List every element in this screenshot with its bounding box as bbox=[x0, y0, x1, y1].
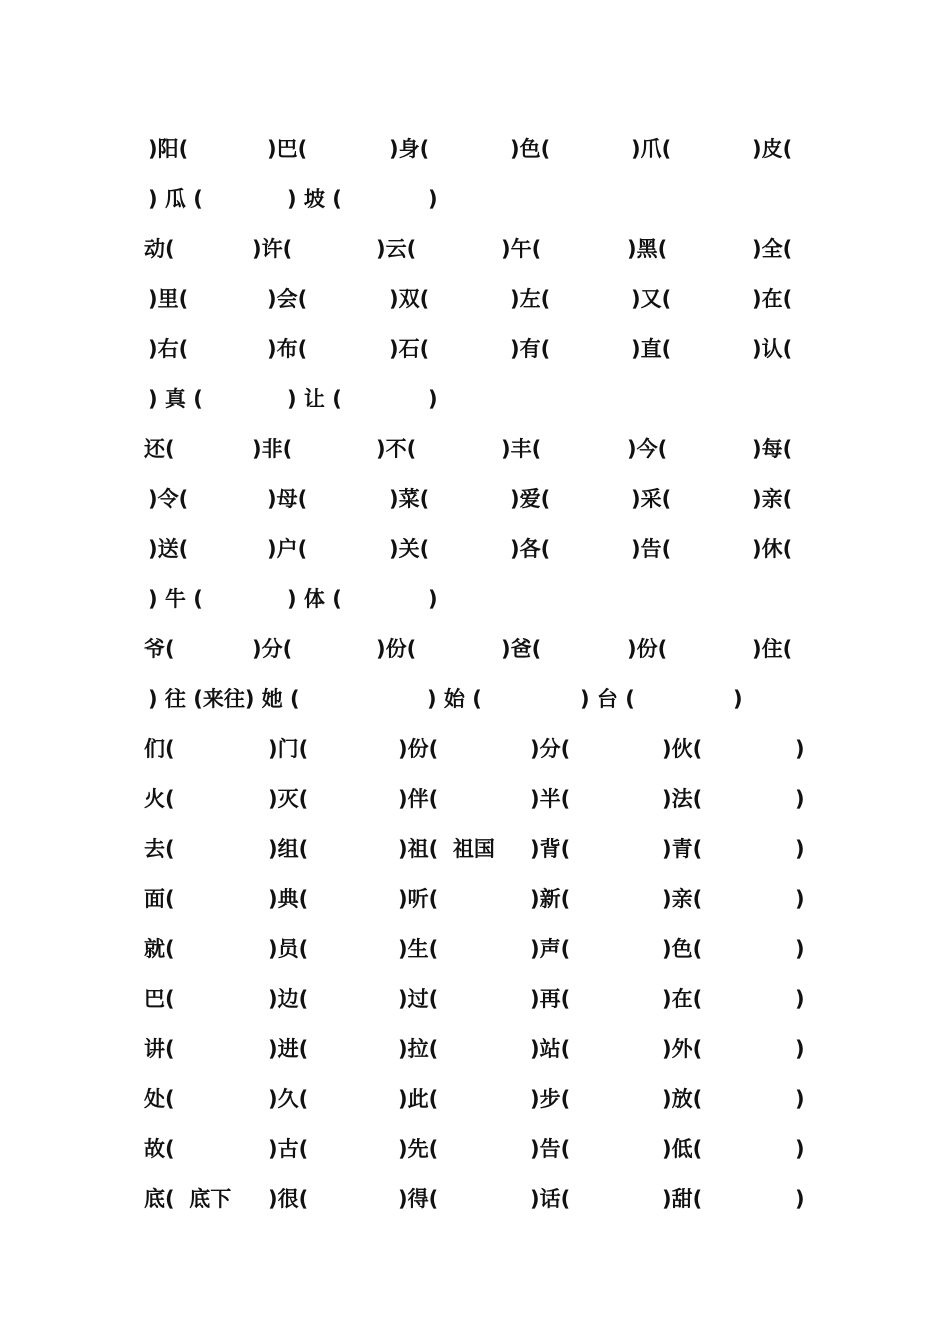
text-segment: )爪( bbox=[631, 137, 672, 161]
text-segment: )黑( bbox=[627, 237, 668, 261]
text-line bbox=[140, 783, 820, 815]
text-segment: )送( bbox=[148, 537, 189, 561]
text-segment: )双( bbox=[389, 287, 430, 311]
text-segment: )右( bbox=[148, 337, 189, 361]
text-segment: 底( 底下 bbox=[144, 1187, 232, 1211]
text-segment: )份( bbox=[376, 637, 417, 661]
text-segment: )亲( bbox=[752, 487, 793, 511]
text-segment: )拉( bbox=[398, 1037, 439, 1061]
text-segment: )左( bbox=[510, 287, 551, 311]
text-segment: )直( bbox=[631, 337, 672, 361]
text-segment: ) 始 ( bbox=[427, 687, 482, 711]
text-segment: )在( bbox=[752, 287, 793, 311]
text-segment: )过( bbox=[398, 987, 439, 1011]
text-line bbox=[140, 483, 820, 515]
text-segment: )边( bbox=[268, 987, 309, 1011]
text-segment: )半( bbox=[530, 787, 571, 811]
text-segment: )布( bbox=[267, 337, 308, 361]
text-segment: )巴( bbox=[267, 137, 308, 161]
text-segment: )休( bbox=[752, 537, 793, 561]
text-segment: )全( bbox=[752, 237, 793, 261]
text-segment: ) bbox=[795, 887, 805, 911]
text-segment: )认( bbox=[752, 337, 793, 361]
text-segment: ) bbox=[795, 1137, 805, 1161]
text-segment: )外( bbox=[662, 1037, 703, 1061]
text-segment: 们( bbox=[144, 737, 175, 761]
text-segment: )告( bbox=[530, 1137, 571, 1161]
text-segment: )组( bbox=[268, 837, 309, 861]
text-line bbox=[140, 533, 820, 565]
text-segment: )进( bbox=[268, 1037, 309, 1061]
text-segment: )声( bbox=[530, 937, 571, 961]
text-segment: 去( bbox=[144, 837, 175, 861]
text-segment: )石( bbox=[389, 337, 430, 361]
text-segment: )每( bbox=[752, 437, 793, 461]
text-segment: )放( bbox=[662, 1087, 703, 1111]
text-segment: )门( bbox=[268, 737, 309, 761]
text-line bbox=[140, 333, 820, 365]
text-segment: )伙( bbox=[662, 737, 703, 761]
text-segment: ) bbox=[795, 837, 805, 861]
text-segment: 处( bbox=[144, 1087, 175, 1111]
text-segment: )午( bbox=[501, 237, 542, 261]
text-segment: )里( bbox=[148, 287, 189, 311]
text-segment: )分( bbox=[530, 737, 571, 761]
text-segment: )背( bbox=[530, 837, 571, 861]
text-segment: )告( bbox=[631, 537, 672, 561]
text-segment: ) bbox=[795, 937, 805, 961]
text-line bbox=[140, 433, 820, 465]
text-segment: )新( bbox=[530, 887, 571, 911]
text-segment: )员( bbox=[268, 937, 309, 961]
text-segment: )先( bbox=[398, 1137, 439, 1161]
text-line bbox=[140, 583, 820, 615]
text-line bbox=[140, 383, 820, 415]
text-segment: 爷( bbox=[144, 637, 175, 661]
text-segment: )甜( bbox=[662, 1187, 703, 1211]
text-line bbox=[140, 1083, 820, 1115]
text-segment: )母( bbox=[267, 487, 308, 511]
text-line bbox=[140, 283, 820, 315]
text-segment: )生( bbox=[398, 937, 439, 961]
text-line bbox=[140, 183, 820, 215]
text-segment: )在( bbox=[662, 987, 703, 1011]
text-segment: )户( bbox=[267, 537, 308, 561]
text-segment: ) 坡 ( bbox=[287, 187, 342, 211]
text-segment: )亲( bbox=[662, 887, 703, 911]
text-segment: )听( bbox=[398, 887, 439, 911]
text-segment: ) bbox=[795, 1087, 805, 1111]
text-segment: 动( bbox=[144, 237, 175, 261]
text-segment: )今( bbox=[627, 437, 668, 461]
text-segment: ) 牛 ( bbox=[148, 587, 203, 611]
text-segment: )关( bbox=[389, 537, 430, 561]
text-line bbox=[140, 133, 820, 165]
text-segment: )典( bbox=[268, 887, 309, 911]
text-segment: )有( bbox=[510, 337, 551, 361]
text-segment: ) bbox=[428, 187, 438, 211]
text-segment: )站( bbox=[530, 1037, 571, 1061]
text-segment: 巴( bbox=[144, 987, 175, 1011]
text-segment: )分( bbox=[252, 637, 293, 661]
text-line bbox=[140, 883, 820, 915]
text-segment: )又( bbox=[631, 287, 672, 311]
text-segment: )再( bbox=[530, 987, 571, 1011]
text-segment: )菜( bbox=[389, 487, 430, 511]
text-segment: )采( bbox=[631, 487, 672, 511]
text-segment: )灭( bbox=[268, 787, 309, 811]
text-segment: )话( bbox=[530, 1187, 571, 1211]
text-segment: 讲( bbox=[144, 1037, 175, 1061]
text-segment: )住( bbox=[752, 637, 793, 661]
text-segment: ) 瓜 ( bbox=[148, 187, 203, 211]
text-line bbox=[140, 233, 820, 265]
text-segment: )得( bbox=[398, 1187, 439, 1211]
text-segment: 火( bbox=[144, 787, 175, 811]
text-segment: ) bbox=[795, 987, 805, 1011]
text-segment: )伴( bbox=[398, 787, 439, 811]
text-segment: ) bbox=[733, 687, 743, 711]
text-segment: )非( bbox=[252, 437, 293, 461]
text-segment: )丰( bbox=[501, 437, 542, 461]
text-segment: )色( bbox=[510, 137, 551, 161]
text-segment: )久( bbox=[268, 1087, 309, 1111]
text-line bbox=[140, 1033, 820, 1065]
text-segment: ) bbox=[795, 737, 805, 761]
text-segment: ) 往 (来往) 她 ( bbox=[148, 687, 300, 711]
text-segment: ) 台 ( bbox=[580, 687, 635, 711]
text-segment: )法( bbox=[662, 787, 703, 811]
text-segment: )阳( bbox=[148, 137, 189, 161]
text-segment: )爱( bbox=[510, 487, 551, 511]
text-segment: )古( bbox=[268, 1137, 309, 1161]
text-segment: )青( bbox=[662, 837, 703, 861]
text-segment: 就( bbox=[144, 937, 175, 961]
text-line bbox=[140, 833, 820, 865]
text-segment: )爸( bbox=[501, 637, 542, 661]
text-segment: 还( bbox=[144, 437, 175, 461]
text-segment: )步( bbox=[530, 1087, 571, 1111]
text-segment: 面( bbox=[144, 887, 175, 911]
text-segment: ) bbox=[795, 1187, 805, 1211]
text-segment: ) bbox=[795, 787, 805, 811]
text-segment: ) 让 ( bbox=[287, 387, 342, 411]
text-line bbox=[140, 683, 820, 715]
text-segment: )令( bbox=[148, 487, 189, 511]
text-line bbox=[140, 983, 820, 1015]
text-segment: ) 体 ( bbox=[287, 587, 342, 611]
text-segment: )皮( bbox=[752, 137, 793, 161]
text-segment: )不( bbox=[376, 437, 417, 461]
text-segment: )身( bbox=[389, 137, 430, 161]
text-segment: 故( bbox=[144, 1137, 175, 1161]
text-line bbox=[140, 933, 820, 965]
text-segment: )份( bbox=[627, 637, 668, 661]
text-segment: )低( bbox=[662, 1137, 703, 1161]
text-segment: )很( bbox=[268, 1187, 309, 1211]
text-line bbox=[140, 733, 820, 765]
text-segment: )此( bbox=[398, 1087, 439, 1111]
text-segment: ) bbox=[795, 1037, 805, 1061]
text-segment: )各( bbox=[510, 537, 551, 561]
text-segment: )许( bbox=[252, 237, 293, 261]
text-line bbox=[140, 633, 820, 665]
text-segment: )色( bbox=[662, 937, 703, 961]
text-segment: )会( bbox=[267, 287, 308, 311]
text-line bbox=[140, 1183, 820, 1215]
text-segment: ) 真 ( bbox=[148, 387, 203, 411]
text-segment: ) bbox=[428, 587, 438, 611]
text-segment: ) bbox=[428, 387, 438, 411]
text-segment: )云( bbox=[376, 237, 417, 261]
text-segment: )份( bbox=[398, 737, 439, 761]
text-segment: )祖( 祖国 bbox=[398, 837, 495, 861]
text-line bbox=[140, 1133, 820, 1165]
